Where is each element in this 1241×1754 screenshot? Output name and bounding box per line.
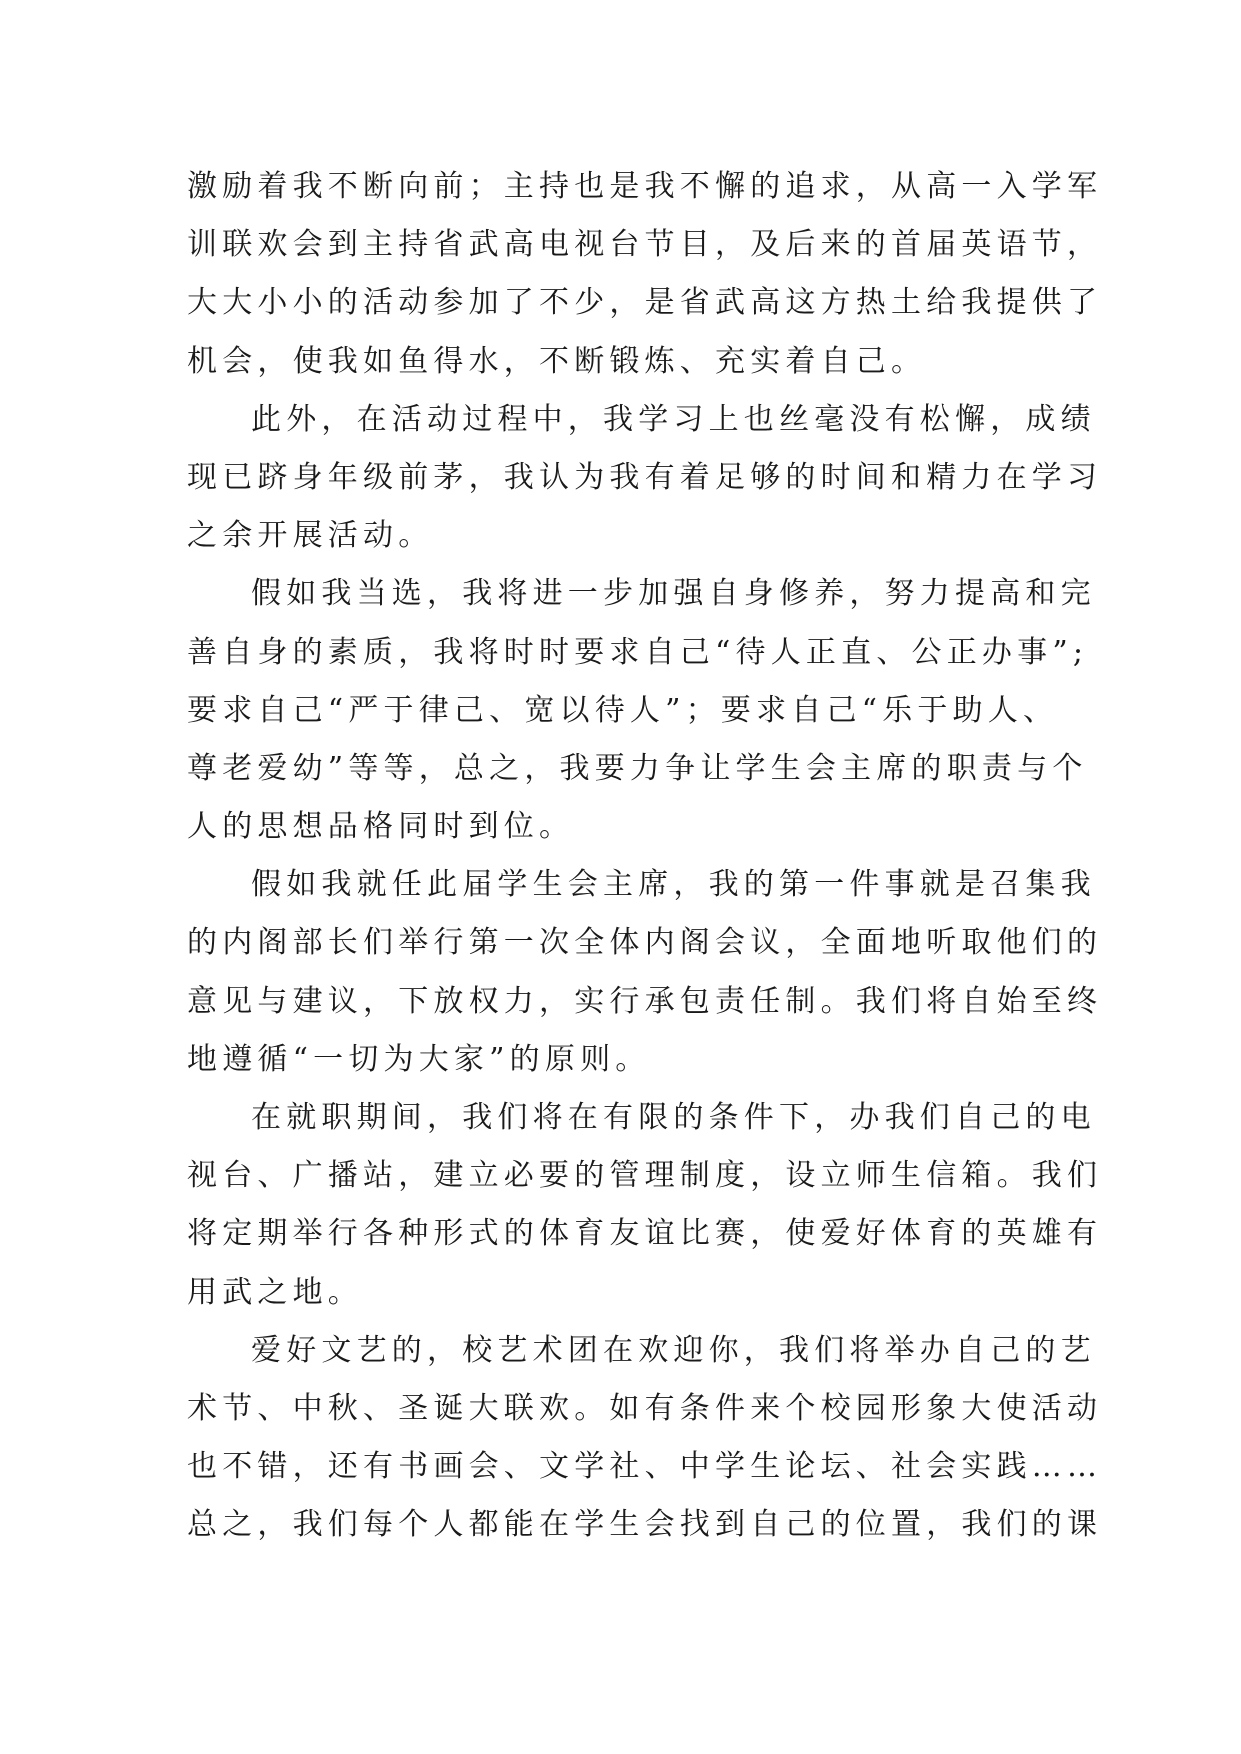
- text-line: 训联欢会到主持省武高电视台节目，及后来的首届英语节，: [187, 227, 1103, 263]
- text-line: 机会，使我如鱼得水，不断锻炼、充实着自己。: [187, 343, 927, 379]
- text-line: 尊老爱幼”等等，总之，我要力争让学生会主席的职责与个: [187, 750, 1088, 786]
- text-line: 大大小小的活动参加了不少，是省武高这方热土给我提供了: [187, 285, 1103, 321]
- text-line: 人的思想品格同时到位。: [187, 809, 575, 845]
- text-line: 地遵循“一切为大家”的原则。: [187, 1041, 651, 1077]
- text-line: 也不错，还有书画会、文学社、中学生论坛、社会实践……: [187, 1449, 1103, 1485]
- paragraph-first-line: 此外，在活动过程中，我学习上也丝毫没有松懈，成绩: [251, 401, 1096, 437]
- text-line: 用武之地。: [187, 1274, 363, 1310]
- text-line: 现已跻身年级前茅，我认为我有着足够的时间和精力在学习: [187, 459, 1103, 495]
- text-line: 总之，我们每个人都能在学生会找到自己的位置，我们的课: [187, 1507, 1103, 1543]
- text-line: 意见与建议，下放权力，实行承包责任制。我们将自始至终: [187, 983, 1103, 1019]
- text-line: 术节、中秋、圣诞大联欢。如有条件来个校园形象大使活动: [187, 1390, 1103, 1426]
- text-line: 要求自己“严于律己、宽以待人”；要求自己“乐于助人、: [187, 692, 1059, 728]
- text-line: 视台、广播站，建立必要的管理制度，设立师生信箱。我们: [187, 1158, 1103, 1194]
- paragraph-first-line: 假如我就任此届学生会主席，我的第一件事就是召集我: [251, 867, 1096, 903]
- paragraph-first-line: 假如我当选，我将进一步加强自身修养，努力提高和完: [251, 576, 1096, 612]
- text-line: 之余开展活动。: [187, 518, 434, 554]
- paragraph-first-line: 在就职期间，我们将在有限的条件下，办我们自己的电: [251, 1100, 1096, 1135]
- paragraph-first-line: 爱好文艺的，校艺术团在欢迎你，我们将举办自己的艺: [251, 1332, 1096, 1368]
- text-line: 激励着我不断向前；主持也是我不懈的追求，从高一入学军: [187, 169, 1103, 204]
- text-line: 善自身的素质，我将时时要求自己“待人正直、公正办事”;: [187, 634, 1089, 670]
- speech-body-text: [187, 158, 1103, 1555]
- text-line: 将定期举行各种形式的体育友谊比赛，使爱好体育的英雄有: [187, 1216, 1103, 1252]
- text-line: 的内阁部长们举行第一次全体内阁会议，全面地听取他们的: [187, 925, 1103, 961]
